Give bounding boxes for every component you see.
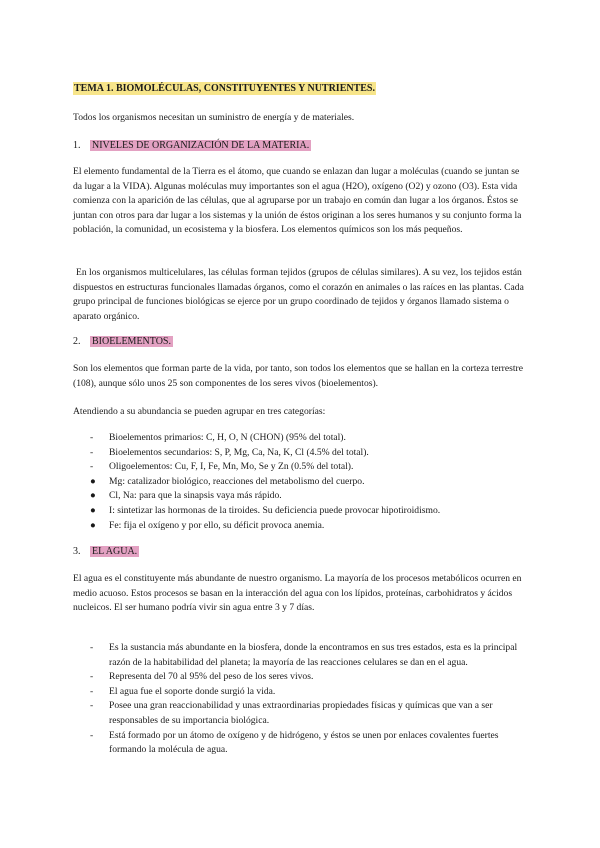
list-marker: - [90,685,94,697]
list-marker: ● [90,504,96,516]
list-item [90,729,530,758]
section-3-number: 3. [73,546,81,557]
list-item-text: Oligoelementos: Cu, F, I, Fe, Mn, Mo, Se y Zn (0.5% del total). [109,461,354,473]
list-marker: ● [90,519,96,531]
list-item-text: Representa del 70 al 95% del peso de los seres vivos. [109,671,314,683]
list-marker: - [90,700,94,712]
list-item [90,504,530,519]
section-2-number: 2. [73,336,81,347]
list-marker: - [90,446,94,458]
section-1-title: NIVELES DE ORGANIZACIÓN DE LA MATERIA. [92,140,310,151]
section-2-heading [73,335,173,348]
section-2-paragraph-2: Atendiendo a su abundancia se pueden agrupar en tres categorías: [73,406,326,417]
section-1-number: 1. [73,140,81,151]
list-marker: ● [90,490,96,502]
list-item [90,431,530,446]
section-1-paragraph-2: En los organismos multicelulares, las células forman tejidos (grupos de células similares). A su vez, los tejidos están dispuestos en estructuras funcionales llamadas órganos, como el corazón en animales o las raíces en las plantas. Cada grupo principal de funciones biológicas se ejerce por un grupo coordinado de tejidos y órganos llamado sistema o aparato orgánico. [73,267,524,322]
list-item [90,460,530,475]
list-marker: - [90,671,94,683]
list-item [90,670,530,685]
list-marker: - [90,432,94,443]
list-item [90,641,530,670]
list-item [90,475,530,490]
intro-paragraph: Todos los organismos necesitan un suministro de energía y de materiales. [73,112,355,123]
section-3-paragraph: El agua es el constituyente más abundante de nuestro organismo. La mayoría de los procesos metabólicos ocurren en medio acuoso. Estos procesos se basan en la interacción del agua con los lípidos, proteínas, carbohidratos y ácidos nucleicos. El ser humano podría vivir sin agua entre 3 y 7 días. [73,573,522,614]
list-marker: - [90,642,94,653]
list-item-text: Bioelementos secundarios: S, P, Mg, Ca, Na, K, Cl (4.5% del total). [109,446,369,458]
list-item-text: Es la sustancia más abundante en la biosfera, donde la encontramos en sus tres estados, esta es la principal razón de la habitabilidad del planeta; la mayoría de las reacciones celulares se dan en el agua. [109,642,518,668]
section-1-paragraph-1: El elemento fundamental de la Tierra es el átomo, que cuando se enlazan dan lugar a moléculas (cuando se juntan se da lugar a la VIDA). Algunas moléculas muy importantes son el agua (H2O), oxígeno (O2) y ozono (O3). Esta vida comienza con la aparición de las células, que al agruparse por un trabajo en común dan lugar a los órganos. Éstos se juntan con otros para dar lugar a los sistemas y la unión de éstos originan a los seres humanos y su conjunto forma la población, la comunidad, un ecosistema y la biosfera. Los elementos químicos son los más pequeños. [73,166,522,236]
list-item [90,489,530,504]
list-item [90,519,530,534]
list-item [90,446,530,461]
list-item-text: Cl, Na: para que la sinapsis vaya más rápido. [109,490,282,502]
list-marker: ● [90,475,96,487]
section-3-heading [73,545,139,558]
section-2-title: BIOELEMENTOS. [92,336,171,347]
list-item [90,685,530,700]
section-3-title: EL AGUA. [92,546,138,557]
document-title: TEMA 1. BIOMOLÉCULAS, CONSTITUYENTES Y NUTRIENTES. [74,83,375,94]
list-item-text: Está formado por un átomo de oxígeno y de hidrógeno, y éstos se unen por enlaces covalentes fuertes formando la molécula de agua. [109,729,499,756]
bioelements-list [90,431,530,533]
list-item-text: Posee una gran reaccionabilidad y unas extraordinarias propiedades físicas y químicas que van a ser responsables de su importancia biológica. [109,700,493,726]
list-item-text: I: sintetizar las hormonas de la tiroides. Su deficiencia puede provocar hipotiroidismo. [109,504,441,516]
list-marker: - [90,729,94,741]
section-2-paragraph-1: Son los elementos que forman parte de la vida, por tanto, son todos los elementos que se hallan en la corteza terrestre (108), aunque sólo unos 25 son componentes de los seres vivos (bioelementos). [73,363,523,389]
list-item [90,699,530,728]
list-item-text: Fe: fija el oxígeno y por ello, su déficit provoca anemia. [109,519,325,531]
list-item-text: El agua fue el soporte donde surgió la vida. [109,685,276,697]
water-properties-list [90,641,530,758]
section-1-heading [73,139,311,152]
list-item-text: Bioelementos primarios: C, H, O, N (CHON) (95% del total). [109,432,346,443]
list-marker: - [90,461,94,473]
list-item-text: Mg: catalizador biológico, reacciones del metabolismo del cuerpo. [109,475,365,487]
